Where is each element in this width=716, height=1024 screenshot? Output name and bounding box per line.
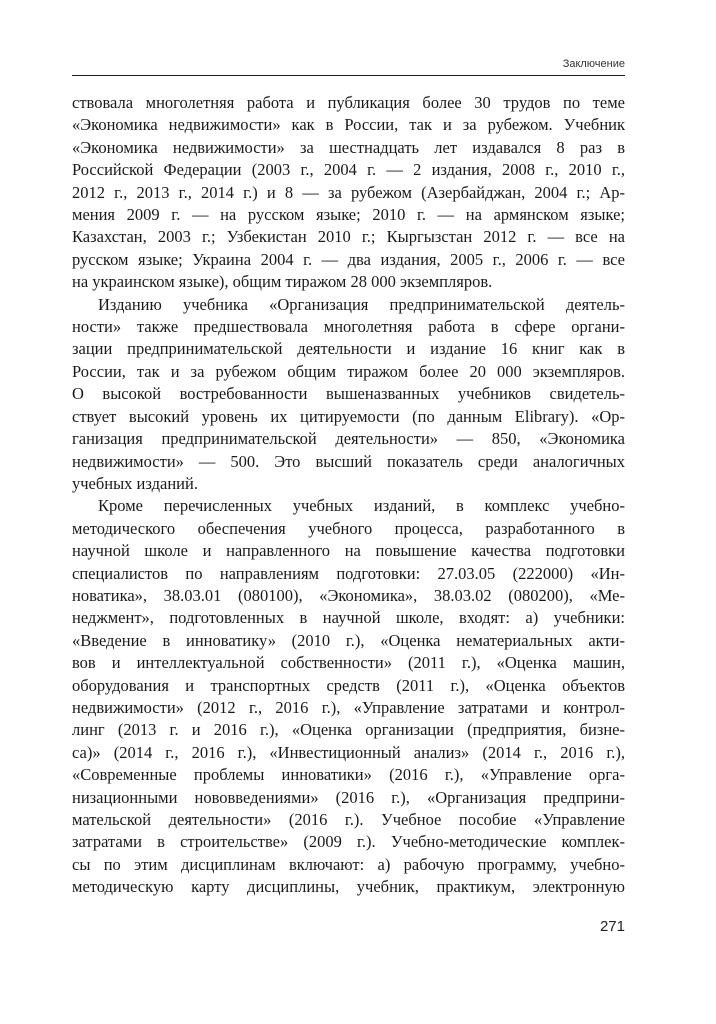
- body-text: [72, 92, 625, 899]
- text-line: зации предпринимательской деятельности и издание 16 книг как в: [72, 339, 625, 359]
- text-line: оборудования и транспортных средств (2011 г.), «Оценка объектов: [72, 675, 625, 695]
- text-line: русском языке; Украина 2004 г. — два издания, 2005 г., 2006 г. — все: [72, 249, 625, 269]
- text-line: Изданию учебника «Организация предпринимательской деятель-: [98, 294, 625, 314]
- paragraph-1: [72, 92, 625, 294]
- text-line: линг (2013 г. и 2016 г.), «Оценка организации (предприятия, бизне-: [72, 720, 625, 740]
- text-line: недвижимости» — 500. Это высший показатель среди аналогичных: [72, 451, 625, 471]
- text-line: Кроме перечисленных учебных изданий, в комплекс учебно-: [98, 496, 625, 516]
- text-line: 2012 г., 2013 г., 2014 г.) и 8 — за рубежом (Азербайджан, 2004 г.; Ар-: [72, 182, 625, 202]
- paragraph-2: [72, 294, 625, 496]
- text-line: ганизация предпринимательской деятельности» — 850, «Экономика: [72, 429, 625, 449]
- text-line: методического обеспечения учебного процесса, разработанного в: [72, 518, 625, 538]
- text-line: новатика», 38.03.01 (080100), «Экономика», 38.03.02 (080200), «Ме-: [72, 585, 625, 605]
- text-line: методическую карту дисциплины, учебник, практикум, электронную: [72, 877, 625, 897]
- page-number: 271: [599, 918, 625, 935]
- text-line: мения 2009 г. — на русском языке; 2010 г. — на армянском языке;: [72, 205, 625, 225]
- running-header: Заключение: [562, 58, 625, 70]
- paragraph-3: [72, 495, 625, 898]
- header-rule: [72, 75, 625, 76]
- text-line: мательской деятельности» (2016 г.). Учебное пособие «Управление: [72, 810, 625, 829]
- text-line: Российской Федерации (2003 г., 2004 г. — 2 издания, 2008 г., 2010 г.,: [72, 160, 625, 180]
- text-line: «Введение в инноватику» (2010 г.), «Оценка нематериальных акти-: [72, 630, 625, 650]
- text-line: специалистов по направлениям подготовки: 27.03.05 (222000) «Ин-: [72, 563, 625, 583]
- text-line: учебных изданий.: [72, 473, 198, 493]
- text-line: Казахстан, 2003 г.; Узбекистан 2010 г.; Кыргызстан 2012 г. — все на: [72, 227, 625, 247]
- text-line: на украинском языке), общим тиражом 28 000 экземпляров.: [72, 272, 493, 292]
- text-line: низационными нововведениями» (2016 г.), «Организация предприни-: [72, 787, 625, 807]
- text-line: неджмент», подготовленных в научной школе, входят: а) учебники:: [72, 608, 625, 628]
- text-line: «Экономика недвижимости» за шестнадцать лет издавался 8 раз в: [72, 137, 625, 157]
- text-line: ствует высокий уровень их цитируемости (по данным Elibrary). «Ор-: [72, 406, 625, 426]
- text-line: недвижимости» (2012 г., 2016 г.), «Управление затратами и контрол-: [72, 697, 625, 717]
- text-line: «Экономика недвижимости» как в России, так и за рубежом. Учебник: [72, 115, 625, 135]
- text-line: сы по этим дисциплинам включают: а) рабочую программу, учебно-: [72, 854, 625, 874]
- text-line: научной школе и направленного на повышение качества подготовки: [72, 541, 625, 561]
- text-line: России, так и за рубежом общим тиражом более 20 000 экземпляров.: [72, 361, 625, 381]
- text-line: вов и интеллектуальной собственности» (2011 г.), «Оценка машин,: [72, 653, 625, 673]
- text-line: затратами в строительстве» (2009 г.). Учебно-методические комплек-: [72, 832, 625, 852]
- text-line: ности» также предшествовала многолетняя работа в сфере органи-: [72, 317, 625, 337]
- text-line: «Современные проблемы инноватики» (2016 г.), «Управление орга-: [72, 765, 625, 785]
- text-line: ствовала многолетняя работа и публикация более 30 трудов по теме: [72, 93, 625, 112]
- text-line: О высокой востребованности вышеназванных учебников свидетель-: [72, 384, 625, 404]
- text-line: са)» (2014 г., 2016 г.), «Инвестиционный анализ» (2014 г., 2016 г.),: [72, 742, 625, 762]
